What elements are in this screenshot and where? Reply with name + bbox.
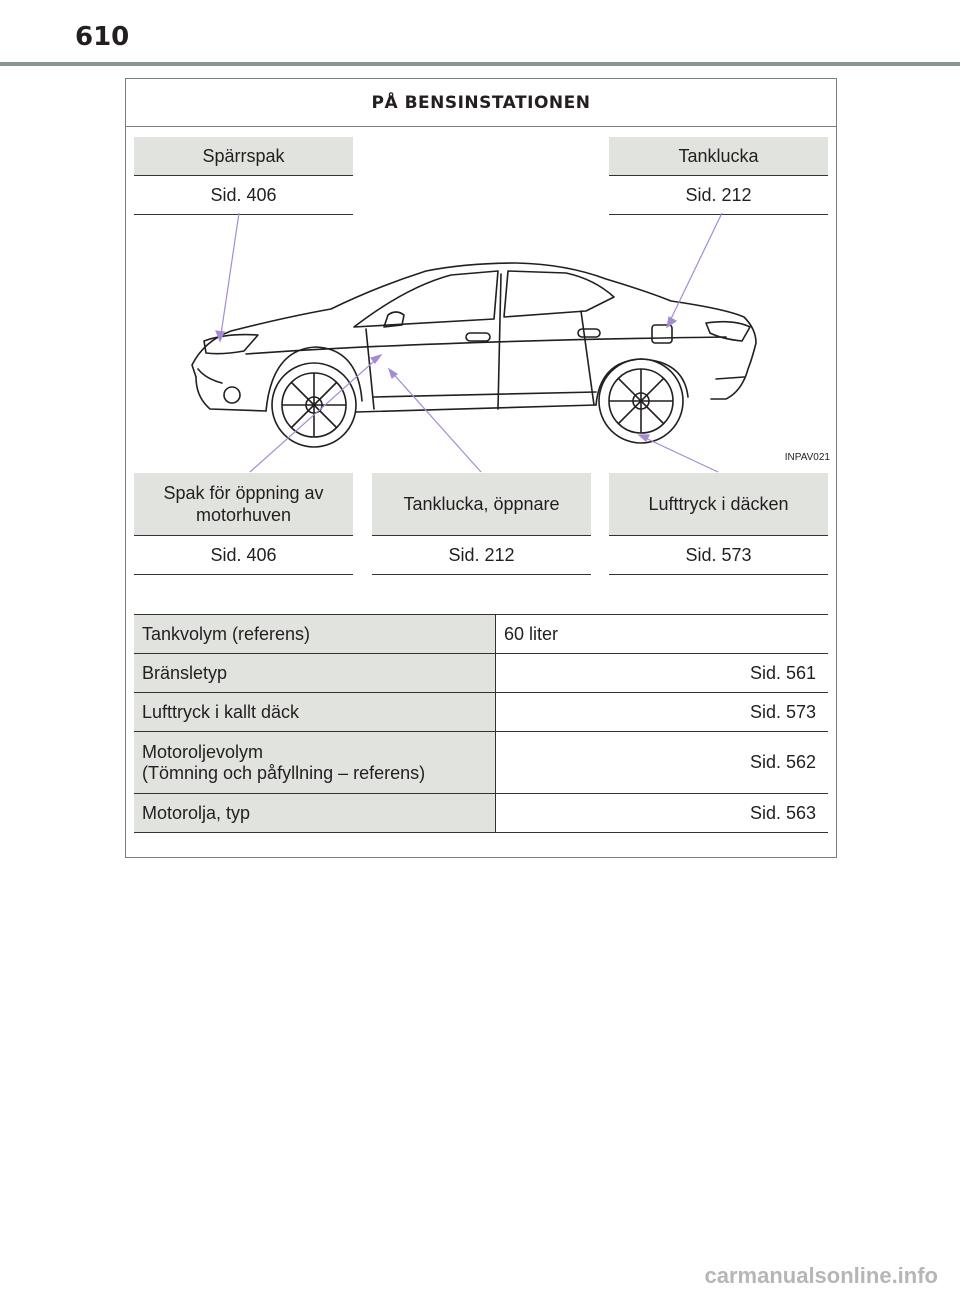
table-row (134, 615, 828, 654)
callout-label-fuel-door: Tanklucka (609, 137, 828, 175)
table-row (134, 732, 828, 794)
callout-ref-tire-pressure[interactable]: Sid. 573 (609, 535, 828, 575)
car-side-view-illustration (126, 79, 836, 479)
callout-ref-hood-release[interactable]: Sid. 406 (134, 535, 353, 575)
header-rule (0, 62, 960, 66)
table-value[interactable]: Sid. 573 (496, 693, 829, 732)
watermark: carmanualsonline.info (704, 1263, 938, 1288)
callout-label-fuel-door-opener: Tanklucka, öppnare (372, 473, 591, 535)
spec-table (134, 614, 828, 833)
table-value[interactable]: Sid. 561 (496, 654, 829, 693)
table-row (134, 654, 828, 693)
table-key: Motorolja, typ (134, 794, 496, 833)
section-title: PÅ BENSINSTATIONEN (126, 79, 836, 127)
callout-ref-latch-lever[interactable]: Sid. 406 (134, 175, 353, 215)
section-frame (125, 78, 837, 858)
rear-wheel (599, 359, 683, 443)
table-value: 60 liter (496, 615, 829, 654)
table-row (134, 794, 828, 833)
table-key: Tankvolym (referens) (134, 615, 496, 654)
table-row (134, 693, 828, 732)
callout-label-hood-release: Spak för öppning av motorhuven (134, 473, 353, 535)
callout-ref-fuel-door-opener[interactable]: Sid. 212 (372, 535, 591, 575)
table-value[interactable]: Sid. 563 (496, 794, 829, 833)
table-value[interactable]: Sid. 562 (496, 732, 829, 794)
table-key (134, 732, 496, 794)
table-key: Bränsletyp (134, 654, 496, 693)
page-number: 610 (75, 22, 130, 52)
table-key-line: (Tömning och påfyllning – referens) (142, 762, 426, 783)
callout-label-tire-pressure: Lufttryck i däcken (609, 473, 828, 535)
callout-label-latch-lever: Spärrspak (134, 137, 353, 175)
front-wheel (272, 363, 356, 447)
table-key: Lufttryck i kallt däck (134, 693, 496, 732)
callout-ref-fuel-door[interactable]: Sid. 212 (609, 175, 828, 215)
diagram-code: INPAV021 (784, 452, 830, 463)
table-key-line: Motoroljevolym (142, 741, 264, 762)
